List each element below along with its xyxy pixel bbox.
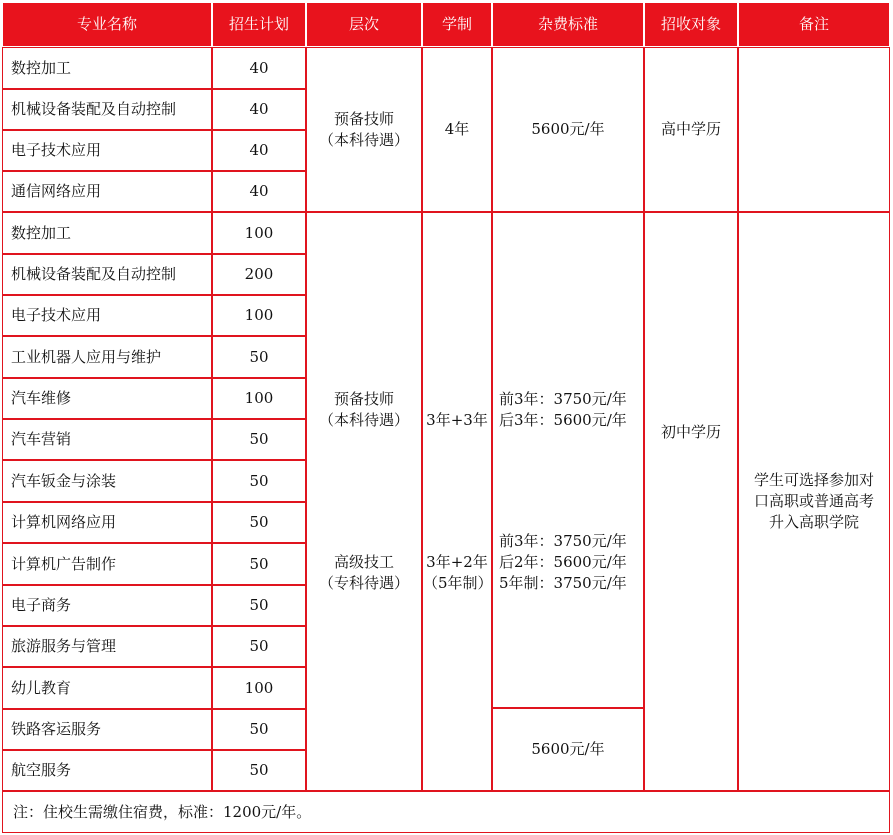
header-fee: 杂费标准	[492, 2, 644, 47]
group1-target: 高中学历	[644, 47, 738, 212]
fee-a-line1: 前3年：3750元/年	[499, 390, 627, 408]
table-row-plan: 100	[212, 667, 306, 709]
table-row-plan: 100	[212, 295, 306, 336]
remark-line2: 口高职或普通高考	[753, 492, 874, 510]
fee-a-line2: 后3年：5600元/年	[499, 411, 627, 429]
group1-duration: 4年	[422, 47, 492, 212]
table-row-name: 航空服务	[2, 750, 212, 791]
table-row-plan: 50	[212, 585, 306, 626]
table-row-name: 数控加工	[2, 47, 212, 89]
table-row-name: 工业机器人应用与维护	[2, 336, 212, 378]
table-row-name: 机械设备装配及自动控制	[2, 254, 212, 295]
fee-b	[499, 531, 627, 594]
group2-target	[644, 212, 738, 791]
level-a-line1: 预备技师	[333, 390, 394, 408]
table-row-name: 通信网络应用	[2, 171, 212, 212]
header-major: 专业名称	[2, 2, 212, 47]
table-row-name: 机械设备装配及自动控制	[2, 89, 212, 130]
footnote: 注：住校生需缴住宿费，标准：1200元/年。	[2, 791, 890, 833]
level-a-line2: （本科待遇）	[318, 411, 409, 429]
group1-remark	[738, 47, 890, 212]
group1-level	[306, 47, 422, 212]
group1-fee: 5600元/年	[492, 47, 644, 212]
table-row-plan: 40	[212, 130, 306, 171]
table-row-name: 电子技术应用	[2, 295, 212, 336]
table-row-plan: 50	[212, 750, 306, 791]
table-row-plan: 40	[212, 47, 306, 89]
group2-duration	[422, 212, 492, 791]
remark-line1: 学生可选择参加对	[753, 471, 874, 489]
table-row-name: 汽车钣金与涂装	[2, 460, 212, 502]
level-line1: 预备技师	[333, 109, 394, 128]
table-row-plan: 50	[212, 502, 306, 543]
level-a	[307, 389, 421, 431]
table-row-name: 旅游服务与管理	[2, 626, 212, 667]
table-row-name: 计算机网络应用	[2, 502, 212, 543]
group2-fee-c: 5600元/年	[492, 708, 644, 791]
table-row-plan: 50	[212, 709, 306, 750]
table-row-name: 汽车维修	[2, 378, 212, 419]
table-row-plan: 40	[212, 171, 306, 212]
target-text: 初中学历	[660, 423, 721, 441]
table-row-plan: 50	[212, 419, 306, 460]
header-remark: 备注	[738, 2, 890, 47]
table-row-name: 数控加工	[2, 212, 212, 254]
table-row-name: 幼儿教育	[2, 667, 212, 709]
fee-b-line3: 5年制：3750元/年	[499, 574, 627, 592]
level-b-line1: 高级技工	[333, 553, 394, 571]
duration-b-line2: （5年制）	[423, 574, 493, 592]
table-row-plan: 50	[212, 626, 306, 667]
header-plan: 招生计划	[212, 2, 306, 47]
level-line2: （本科待遇）	[318, 130, 409, 149]
table-row-name: 铁路客运服务	[2, 709, 212, 750]
level-b-line2: （专科待遇）	[318, 574, 409, 592]
table-row-name: 计算机广告制作	[2, 543, 212, 585]
group2-fee-main	[492, 212, 644, 708]
table-row-plan: 100	[212, 378, 306, 419]
group2-remark	[738, 212, 890, 791]
table-row-name: 汽车营销	[2, 419, 212, 460]
table-row-plan: 100	[212, 212, 306, 254]
table-row-name: 电子技术应用	[2, 130, 212, 171]
fee-b-line2: 后2年：5600元/年	[499, 553, 627, 571]
header-target: 招收对象	[644, 2, 738, 47]
group2-level	[306, 212, 422, 791]
table-row-plan: 40	[212, 89, 306, 130]
table-row-plan: 200	[212, 254, 306, 295]
header-level: 层次	[306, 2, 422, 47]
fee-a	[499, 389, 627, 431]
remark-line3: 升入高职学院	[768, 513, 859, 531]
fee-b-line1: 前3年：3750元/年	[499, 532, 627, 550]
table-row-plan: 50	[212, 543, 306, 585]
duration-b-line1: 3年+2年	[426, 553, 488, 571]
table-row-plan: 50	[212, 460, 306, 502]
header-duration: 学制	[422, 2, 492, 47]
level-b	[307, 552, 421, 594]
duration-a: 3年+3年	[426, 411, 488, 429]
duration-b	[423, 552, 491, 594]
table-row-plan: 50	[212, 336, 306, 378]
table-row-name: 电子商务	[2, 585, 212, 626]
